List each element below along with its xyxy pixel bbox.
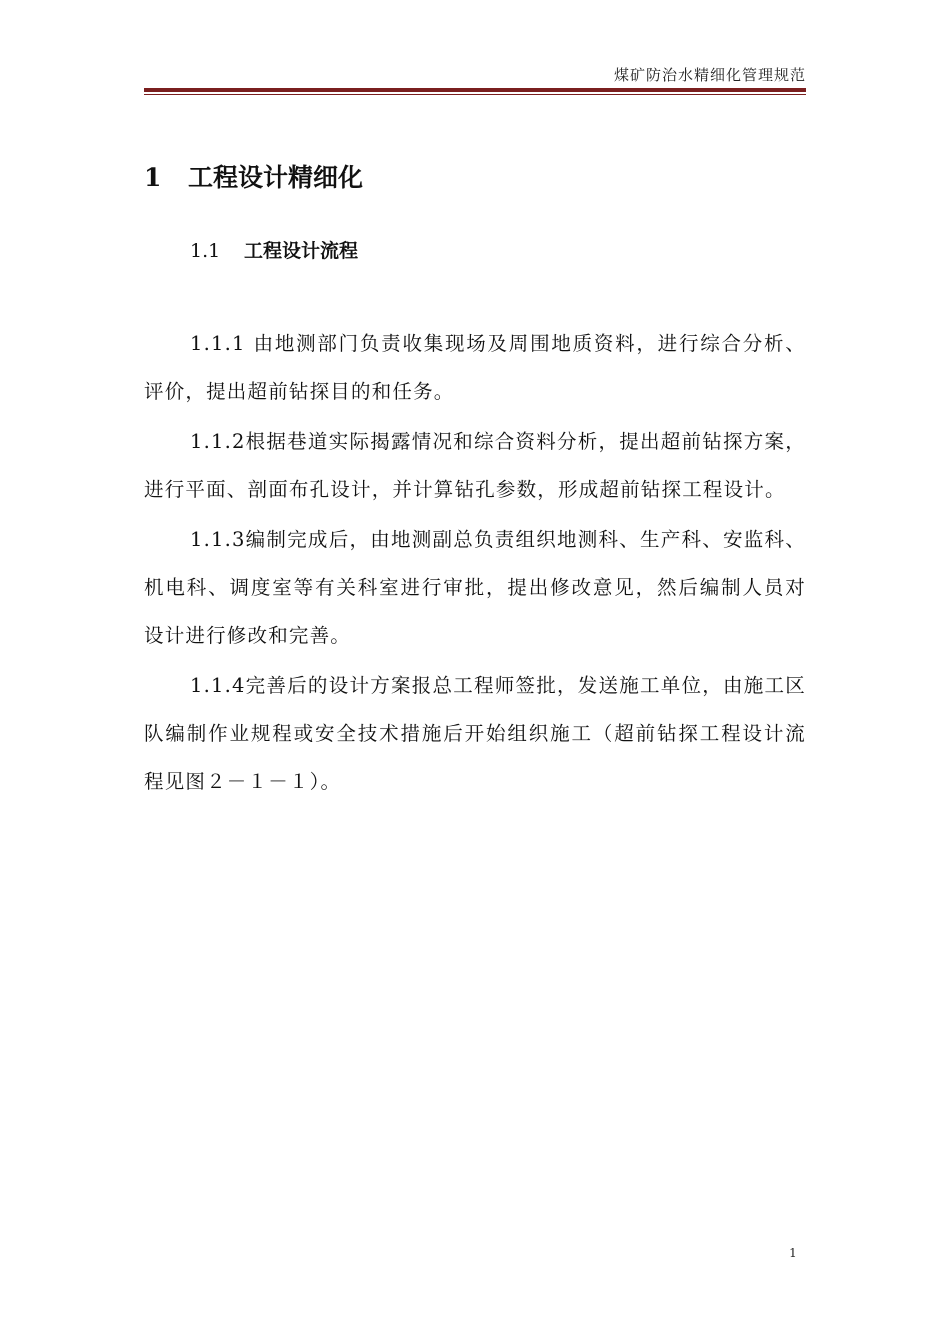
section-heading (190, 236, 358, 263)
paragraph-1-1-1: 1.1.1 由地测部门负责收集现场及周围地质资料，进行综合分析、评价，提出超前钻探目的和任务。 (144, 332, 806, 403)
paragraph-1-1-2: 1.1.2根据巷道实际揭露情况和综合资料分析，提出超前钻探方案，进行平面、剖面布孔设计，并计算钻孔参数，形成超前钻探工程设计。 (144, 430, 806, 501)
paragraph-1-1-3: 1.1.3编制完成后，由地测副总负责组织地测科、生产科、安监科、机电科、调度室等有关科室进行审批，提出修改意见，然后编制人员对设计进行修改和完善。 (144, 528, 806, 647)
header-rule-thin (144, 94, 806, 95)
section-title: 工程设计流程 (244, 240, 359, 262)
chapter-title: 工程设计精细化 (188, 163, 364, 192)
body-text (144, 320, 806, 808)
section-number: 1.1 (190, 240, 221, 262)
page-number: 1 (789, 1246, 797, 1260)
page-header (144, 64, 806, 98)
chapter-number: 1 (144, 163, 162, 192)
paragraph-1-1-4: 1.1.4完善后的设计方案报总工程师签批，发送施工单位，由施工区队编制作业规程或安全技术措施后开始组织施工（超前钻探工程设计流程见图２－１－１）。 (144, 674, 806, 793)
header-title: 煤矿防治水精细化管理规范 (613, 66, 806, 84)
header-rule-thick (144, 88, 806, 92)
chapter-heading (144, 158, 363, 194)
